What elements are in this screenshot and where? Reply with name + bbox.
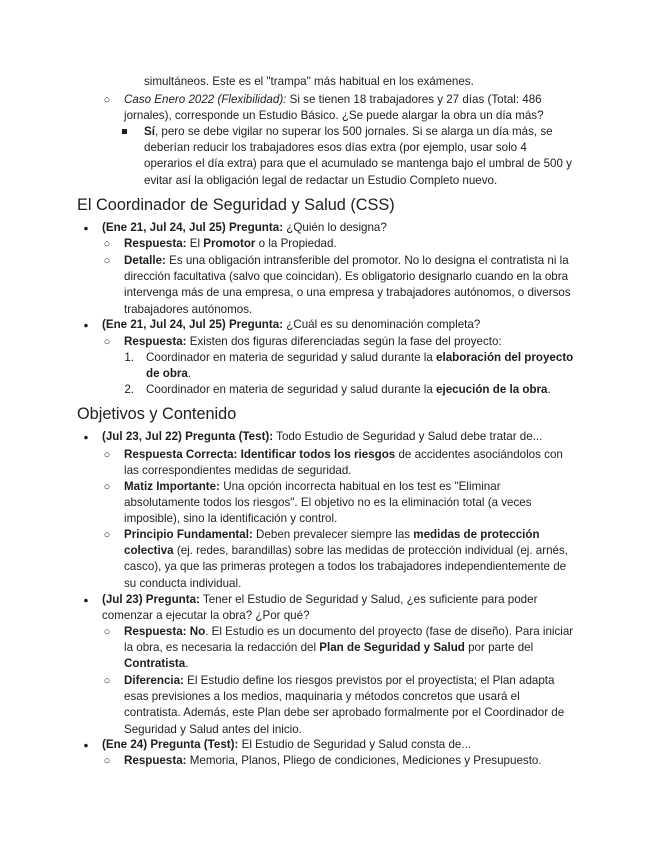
list-item-text	[124, 673, 577, 738]
hollow-bullet-icon: ○	[103, 675, 111, 687]
hollow-bullet-icon: ○	[103, 255, 111, 267]
list-number: 2.	[124, 383, 134, 396]
list-item-text	[144, 124, 577, 189]
text-segment: Respuesta:	[124, 754, 187, 767]
text-segment: (Ene 21, Jul 24, Jul 25) Pregunta:	[102, 318, 284, 331]
list-item-text	[124, 447, 577, 479]
text-segment: Si se tienen 18 trabajadores y 27 días (Total: 486 jornales), corresponde un Estudio Básico. ¿Se puede alargar la obra un día más?	[124, 93, 544, 123]
text-segment: Respuesta Correcta:	[124, 448, 238, 461]
list-item-text	[124, 236, 577, 252]
text-segment: (ej. redes, barandillas) sobre las medidas de protección individual (ej. arnés, casco), ya que las primeras protegen a todos los trabajadores independientemente de su conducta individual.	[124, 544, 569, 590]
list-item-text	[102, 592, 577, 624]
list-item-text	[124, 624, 577, 673]
text-segment: o la Propiedad.	[255, 237, 337, 250]
text-segment: Identificar todos los riesgos	[240, 448, 396, 461]
text-segment: (Jul 23) Pregunta:	[102, 593, 200, 606]
list-item-text	[102, 220, 577, 236]
text-segment: Existen dos figuras diferenciadas según la fase del proyecto:	[186, 335, 502, 348]
heading-coordinador: El Coordinador de Seguridad y Salud (CSS)	[77, 196, 395, 214]
list-item-text	[102, 317, 577, 333]
list-item-text	[124, 92, 577, 124]
text-segment: Respuesta: No	[124, 625, 206, 638]
hollow-bullet-icon: ○	[103, 529, 111, 541]
text-segment: ¿Cuál es su denominación completa?	[283, 318, 481, 331]
text-segment: Diferencia:	[124, 674, 184, 687]
text-segment: Es una obligación intransferible del promotor. No lo designa el contratista ni la dirección facultativa (salvo que coincidan). Es obligatorio designarlo cuando en la obra intervenga más de una empresa, o una empresa y trabajadores autónomos, o diversos trabajadores autónomos.	[124, 254, 571, 316]
text-segment: simultáneos. Este es el "trampa" más habitual en los exámenes.	[144, 75, 474, 88]
list-item-text	[124, 253, 577, 318]
text-segment: de accidentes asociándolos con las correspondientes medidas de seguridad.	[124, 448, 563, 478]
list-item-text	[124, 479, 577, 528]
hollow-bullet-icon: ○	[103, 626, 111, 638]
text-segment: .	[547, 383, 551, 396]
list-item-text	[146, 350, 577, 382]
text-segment: Detalle:	[124, 254, 166, 267]
text-segment: Respuesta:	[124, 335, 187, 348]
text-segment: (Ene 24) Pregunta (Test):	[102, 738, 239, 751]
hollow-bullet-icon: ○	[103, 755, 111, 767]
text-segment: Memoria, Planos, Pliego de condiciones, Mediciones y Presupuesto.	[186, 754, 542, 767]
filled-bullet-icon: ●	[83, 432, 89, 442]
text-segment: Tener el Estudio de Seguridad y Salud, ¿es suficiente para poder comenzar a ejecutar la obra? ¿Por qué?	[102, 593, 538, 623]
square-bullet-icon	[117, 124, 131, 140]
text-segment: Una opción incorrecta habitual en los test es "Eliminar absolutamente todos los riesgos". El objetivo no es la eliminación total (a veces imposible), sino la identificación y control.	[124, 480, 532, 526]
list-item-text	[144, 74, 577, 90]
text-segment: El Estudio define los riesgos previstos por el proyectista; el Plan adapta esas previsiones a los medios, maquinaria y métodos concretos que usará el contratista. Además, este Plan debe ser aprobado formalmente por el Coordinador de Seguridad y Salud antes del inicio.	[124, 674, 565, 736]
text-segment: por parte del	[464, 641, 534, 655]
text-segment: Respuesta:	[124, 237, 187, 250]
list-item-text	[124, 334, 577, 350]
filled-bullet-icon: ●	[83, 740, 89, 750]
text-segment: Matiz Importante:	[124, 480, 220, 493]
text-segment: Principio Fundamental:	[124, 528, 253, 541]
text-segment: (Jul 23, Jul 22) Pregunta (Test):	[102, 430, 274, 443]
text-segment: Sí	[144, 125, 155, 138]
hollow-bullet-icon: ○	[103, 238, 111, 250]
text-segment: .	[185, 657, 189, 671]
text-segment: Promotor	[203, 237, 256, 250]
filled-bullet-icon: ●	[83, 223, 89, 233]
heading-objetivos: Objetivos y Contenido	[77, 405, 237, 423]
text-segment: Coordinador en materia de seguridad y salud durante la	[146, 383, 437, 396]
list-item-text	[146, 382, 577, 398]
hollow-bullet-icon: ○	[103, 336, 111, 348]
filled-bullet-icon: ●	[83, 595, 89, 605]
text-segment: elaboración del proyecto de obra	[146, 351, 574, 381]
text-segment: . El Estudio es un documento del proyecto (fase de diseño). Para iniciar la obra, es necesaria la redacción del	[124, 625, 574, 655]
text-segment: Todo Estudio de Seguridad y Salud debe tratar de...	[273, 430, 543, 443]
text-segment: ejecución de la obra	[436, 383, 548, 396]
text-segment: .	[187, 367, 192, 381]
text-segment: Deben prevalecer siempre las	[252, 528, 414, 541]
list-item-text	[102, 737, 577, 753]
hollow-bullet-icon: ○	[103, 449, 111, 461]
text-segment: Plan de Seguridad y Salud	[319, 641, 465, 655]
hollow-bullet-icon: ○	[103, 481, 111, 493]
text-segment: ¿Quién lo designa?	[283, 221, 387, 234]
text-segment: (Ene 21, Jul 24, Jul 25) Pregunta:	[102, 221, 284, 234]
text-segment: El	[186, 237, 204, 250]
text-segment: El Estudio de Seguridad y Salud consta de...	[238, 738, 472, 751]
text-segment: , pero se debe vigilar no superar los 500 jornales. Si se alarga un día más, se deberían reducir los trabajadores esos días extra (por ejemplo, usar solo 4 operarios el día extra) para que el acumulado se mantenga bajo el umbral de 500 y evitar así la obligación legal de redactar un Estudio Completo nuevo.	[144, 125, 572, 187]
list-item-text	[102, 429, 577, 445]
filled-bullet-icon: ●	[83, 320, 89, 330]
list-item-text	[124, 753, 577, 769]
text-segment: Contratista	[124, 657, 186, 671]
list-item-text	[124, 527, 577, 592]
text-segment: Coordinador en materia de seguridad y salud durante la	[146, 351, 437, 364]
hollow-bullet-icon: ○	[103, 94, 111, 106]
list-number: 1.	[124, 351, 134, 364]
text-segment: Caso Enero 2022 (Flexibilidad):	[124, 93, 287, 106]
text-segment: medidas de protección colectiva	[124, 528, 540, 558]
